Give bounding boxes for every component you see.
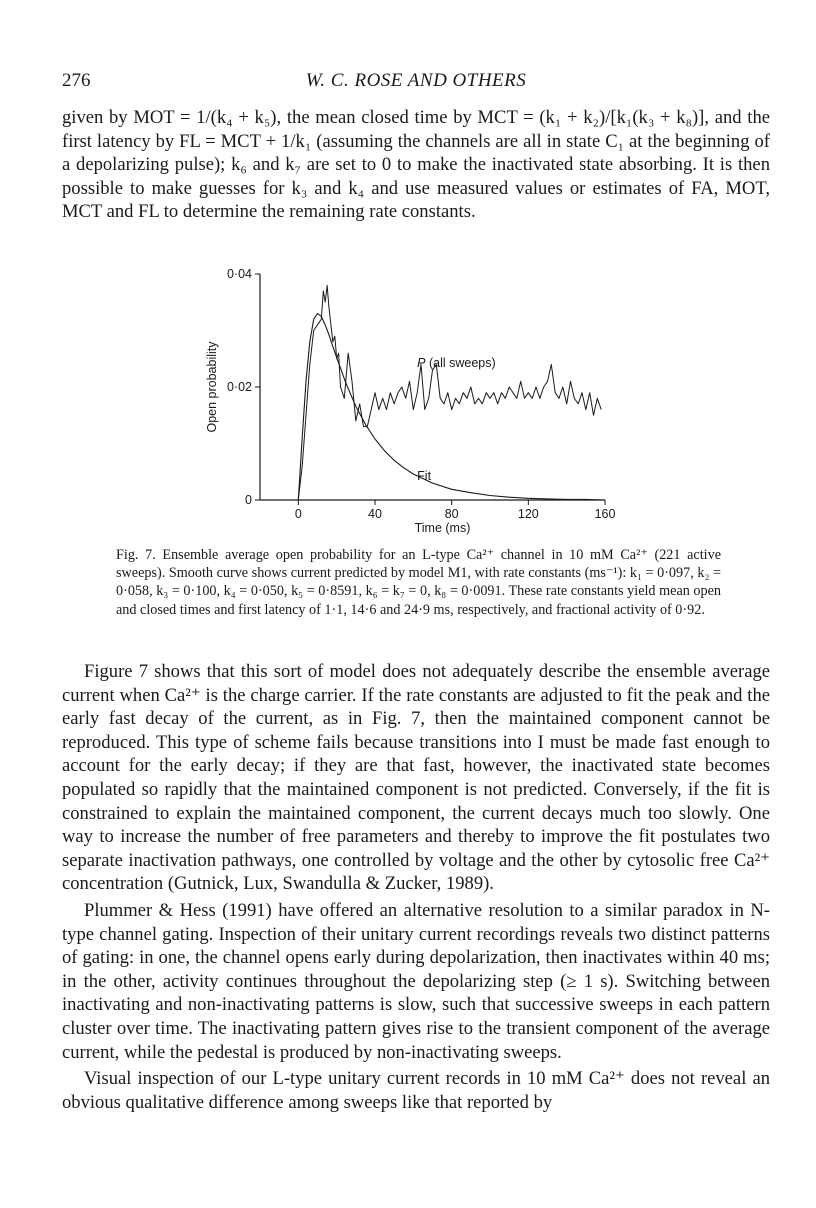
series-line-fit	[298, 314, 605, 501]
x-tick-label: 40	[368, 507, 382, 521]
y-tick-label: 0	[245, 493, 252, 507]
y-tick-label: 0·02	[226, 380, 252, 394]
x-tick-label: 120	[517, 507, 539, 521]
chart-annotations	[417, 356, 496, 483]
annotation-all-sweeps	[417, 356, 496, 370]
annotation-fit: Fit	[417, 469, 432, 484]
x-axis-label: Time (ms)	[414, 521, 471, 535]
figure-7	[190, 262, 630, 542]
open-probability-chart	[190, 262, 630, 542]
running-head: W. C. ROSE AND OTHERS	[305, 70, 527, 91]
chart-series	[298, 285, 605, 500]
annotation-all-sweeps-rest: (all sweeps)	[425, 356, 496, 371]
chart-ticks	[205, 267, 615, 535]
paragraph-visual-inspection: Visual inspection of our L-type unitary current records in 10 mM Ca²⁺ does not reveal an obvious qualitative difference among sweeps like that reported by	[62, 1068, 770, 1113]
figure-caption: Fig. 7. Ensemble average open probability for an L-type Ca²⁺ channel in 10 mM Ca²⁺ (221 active sweeps). Smooth curve shows current predicted by model M1, with rate constants (ms⁻¹): k₁ = 0·097, k₂ = 0·058, k₃ = 0·100, k₄ = 0·050, k₅ = 0·8591, k₆ = k₇ = 0, k₈ = 0·0091. These rate constants yield mean open and closed times and first latency of 1·1, 14·6 and 24·9 ms, respectively, and fractional activity of 0·92.	[116, 547, 721, 618]
paragraph-plummer-hess: Plummer & Hess (1991) have offered an alternative resolution to a similar paradox in N-type channel gating. Inspection of their unitary current recordings reveals two distinct patterns of gating: in one, the channel opens early during depolarization, then inactivates within 40 ms; in the other, activity continues throughout the depolarizing step (≥ 1 s). Switching between inactivating and non-inactivating patterns is slow, such that successive sweeps in each pattern cluster over time. The inactivating pattern gives rise to the transient component of the average current, while the pedestal is produced by non-inactivating sweeps.	[62, 900, 770, 1063]
x-tick-label: 160	[594, 507, 616, 521]
y-tick-label: 0·04	[226, 267, 252, 281]
chart-axes	[260, 274, 605, 500]
page-number: 276	[62, 70, 91, 91]
series-line-all-sweeps	[298, 285, 601, 500]
paragraph-figure-discussion: Figure 7 shows that this sort of model does not adequately describe the ensemble average current when Ca²⁺ is the charge carrier. If the rate constants are adjusted to fit the peak and the early fast decay of the current, as in Fig. 7, then the maintained component cannot be reproduced. This type of scheme fails because transitions into I must be made fast enough to account for the early decay; if they are that fast, however, the inactivated state becomes populated so rapidly that the maintained component is not predicted. Conversely, if the fit is constrained to explain the maintained component, the current decays much too slowly. One way to increase the number of free parameters and thereby to improve the fit postulates two separate inactivation pathways, one controlled by voltage and the other by cytosolic free Ca²⁺ concentration (Gutnick, Lux, Swandulla & Zucker, 1989).	[62, 661, 770, 895]
x-tick-label: 0	[294, 507, 302, 521]
page-header	[62, 70, 770, 100]
y-axis-label: Open probability	[205, 341, 219, 433]
x-tick-label: 80	[444, 507, 459, 521]
annotation-p-symbol: P	[417, 356, 426, 371]
paragraph-intro: given by MOT = 1/(k₄ + k₅), the mean closed time by MCT = (k₁ + k₂)/[k₁(k₃ + k₈)], and the first latency by FL = MCT + 1/k₁ (assuming the channels are all in state C₁ at the beginning of a depolarizing pulse); k₆ and k₇ are set to 0 to make the inactivated state absorbing. It is then possible to make guesses for k₃ and k₄ and use measured values or estimates of FA, MOT, MCT and FL to determine the remaining rate constants.	[62, 107, 770, 223]
